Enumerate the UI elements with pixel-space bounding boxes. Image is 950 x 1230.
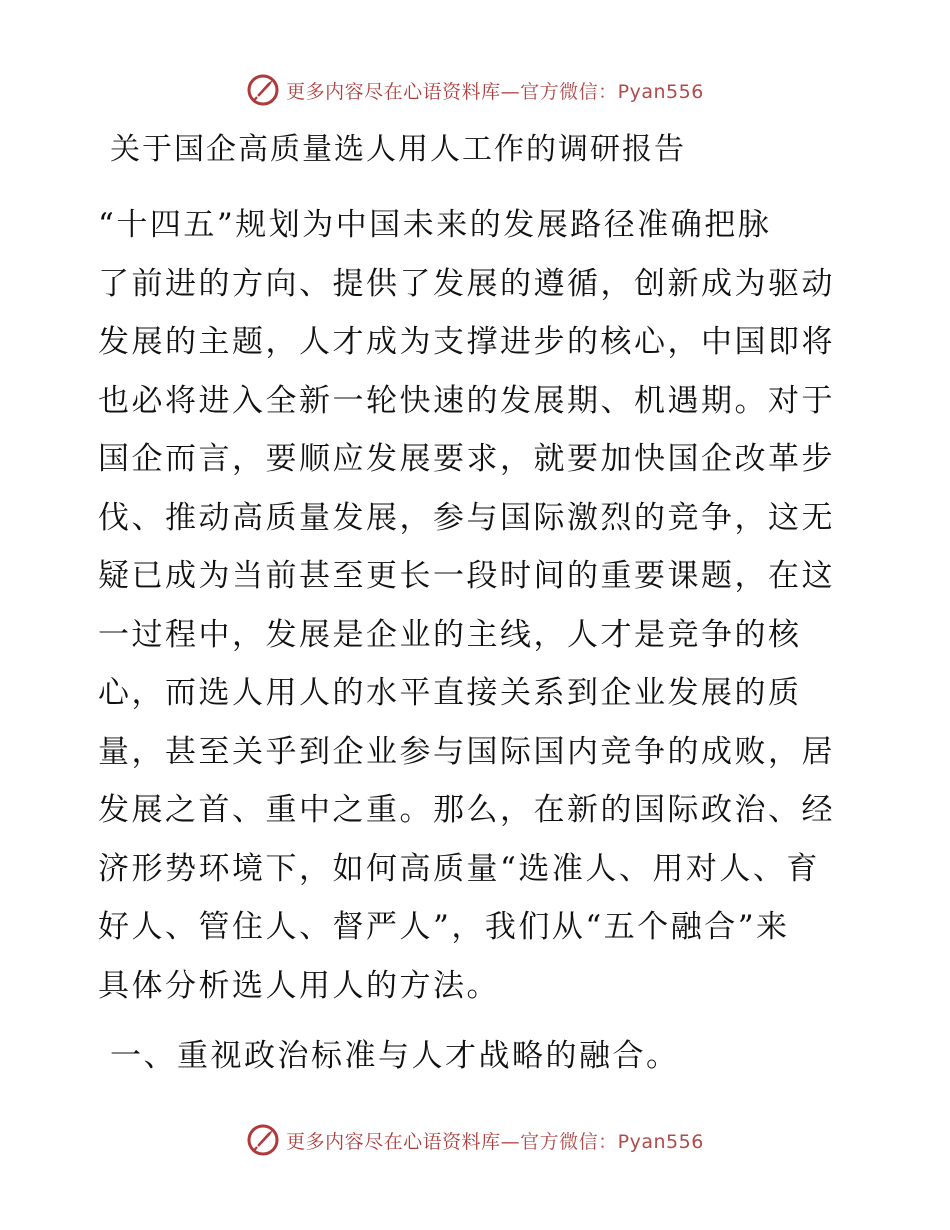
paragraph-line: 国企而言，要顺应发展要求，就要加快国企改革步 bbox=[98, 441, 835, 477]
paragraph-line: 疑已成为当前甚至更长一段时间的重要课题，在这 bbox=[98, 558, 835, 594]
body-paragraph bbox=[98, 196, 850, 1015]
paragraph-line: 济形势环境下，如何高质量“选准人、用对人、育 bbox=[98, 850, 820, 887]
paragraph-line: 发展之首、重中之重。那么，在新的国际政治、经 bbox=[98, 792, 835, 828]
document-title: 关于国企高质量选人用人工作的调研报告 bbox=[110, 132, 686, 167]
footer-banner-separator: — bbox=[500, 1130, 521, 1153]
footer-banner-wechat: 官方微信：Pyan556 bbox=[520, 1130, 704, 1153]
paragraph-line: 好人、管住人、督严人”，我们从“五个融合”来 bbox=[98, 909, 790, 945]
paragraph-line: 具体分析选人用人的方法。 bbox=[98, 967, 500, 1004]
paragraph-line: 心，而选人用人的水平直接关系到企业发展的质 bbox=[98, 675, 802, 711]
quill-logo-icon bbox=[246, 73, 280, 107]
paragraph-line: 伐、推动高质量发展，参与国际激烈的竞争，这无 bbox=[98, 499, 835, 536]
paragraph-line: 发展的主题，人才成为支撑进步的核心，中国即将 bbox=[98, 324, 835, 360]
quill-logo-icon bbox=[246, 1123, 280, 1157]
header-banner-wechat: 官方微信：Pyan556 bbox=[520, 80, 704, 103]
paragraph-line: 一过程中，发展是企业的主线，人才是竞争的核 bbox=[98, 616, 802, 653]
paragraph-line: 了前进的方向、提供了发展的遵循，创新成为驱动 bbox=[98, 265, 835, 302]
paragraph-line: 量，甚至关乎到企业参与国际国内竞争的成败，居 bbox=[98, 733, 835, 770]
header-banner-text bbox=[286, 77, 704, 104]
header-banner-separator: — bbox=[500, 80, 521, 103]
header-banner-main: 更多内容尽在心语资料库 bbox=[286, 80, 501, 103]
footer-banner-text bbox=[286, 1127, 704, 1154]
paragraph-line: 也必将进入全新一轮快速的发展期、机遇期。对于 bbox=[98, 382, 835, 419]
footer-banner bbox=[0, 1120, 950, 1160]
footer-banner-main: 更多内容尽在心语资料库 bbox=[286, 1130, 501, 1153]
section-heading: 一、重视政治标准与人才战略的融合。 bbox=[110, 1038, 680, 1074]
header-banner bbox=[0, 70, 950, 110]
paragraph-line: “十四五”规划为中国未来的发展路径准确把脉 bbox=[98, 207, 772, 243]
